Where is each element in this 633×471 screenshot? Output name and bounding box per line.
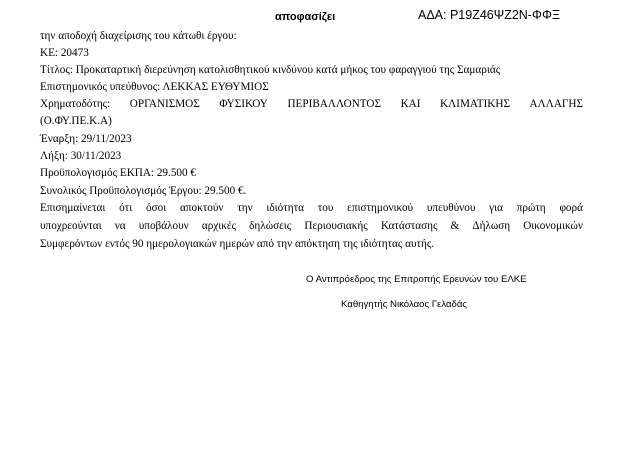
signatory-role: Ο Αντιπρόεδρος της Επιτροπής Ερευνών του ΕΛΚΕ bbox=[306, 274, 527, 285]
notice-line-2 bbox=[40, 219, 583, 233]
notice-word: Περιουσιακής bbox=[304, 220, 368, 232]
notice-word: υπευθύνου bbox=[426, 202, 476, 214]
notice-word: όσοι bbox=[146, 202, 167, 214]
notice-word: του bbox=[317, 202, 334, 214]
funder-word: ΚΑΙ bbox=[400, 98, 421, 110]
funder-word: ΚΛΙΜΑΤΙΚΗΣ bbox=[440, 98, 510, 110]
notice-word: ιδιότητα bbox=[266, 202, 304, 214]
ke-line: ΚΕ: 20473 bbox=[40, 47, 89, 59]
funder-line bbox=[40, 97, 583, 111]
intro-line: την αποδοχή διαχείρισης του κάτωθι έργου: bbox=[40, 30, 237, 42]
ada-code: ΑΔΑ: Ρ19Ζ46ΨΖ2Ν-ΦΦΞ bbox=[418, 8, 561, 22]
notice-word: ότι bbox=[119, 202, 133, 214]
funder-word: ΑΛΛΑΓΗΣ bbox=[529, 98, 583, 110]
notice-word: δηλώσεις bbox=[249, 220, 292, 232]
notice-word: Κατάστασης bbox=[380, 220, 438, 232]
notice-word: υποβάλουν bbox=[138, 220, 189, 232]
funder-word: Χρηματοδότης: bbox=[40, 98, 111, 110]
notice-word: αρχικές bbox=[201, 220, 237, 232]
notice-word: υποχρεούνται bbox=[40, 220, 102, 232]
scientific-lead-line: Επιστημονικός υπεύθυνος: ΛΕΚΚΑΣ ΕΥΘΥΜΙΟΣ bbox=[40, 81, 269, 93]
funder-word: ΠΕΡΙΒΑΛΛΟΝΤΟΣ bbox=[287, 98, 382, 110]
budget-total-line: Συνολικός Προϋπολογισμός Έργου: 29.500 €. bbox=[40, 185, 247, 197]
notice-line-1 bbox=[40, 201, 583, 215]
notice-word: & bbox=[450, 220, 460, 232]
start-date-line: Έναρξη: 29/11/2023 bbox=[40, 133, 132, 145]
notice-line-3: Συμφερόντων εντός 90 ημερολογιακών ημερών από την απόκτηση της ιδιότητας αυτής. bbox=[40, 238, 435, 250]
end-date-line: Λήξη: 30/11/2023 bbox=[40, 150, 122, 162]
notice-word: Δήλωση bbox=[472, 220, 511, 232]
notice-word: την bbox=[237, 202, 253, 214]
funder-continuation: (Ο.ΦΥ.ΠΕ.Κ.Α) bbox=[40, 115, 112, 127]
notice-word: πρώτη bbox=[516, 202, 546, 214]
notice-word: Οικονομικών bbox=[523, 220, 583, 232]
title-line: Τίτλος: Προκαταρτική διερεύνηση κατολισθητικού κινδύνου κατά μήκος του φαραγγιού της Σαμαριάς bbox=[40, 64, 501, 76]
notice-word: Επισημαίνεται bbox=[40, 202, 106, 214]
decision-verb: αποφασίζει bbox=[275, 11, 336, 23]
notice-word: για bbox=[489, 202, 503, 214]
notice-word: να bbox=[114, 220, 126, 232]
funder-word: ΟΡΓΑΝΙΣΜΟΣ bbox=[129, 98, 200, 110]
budget-elke-line: Προϋπολογισμός ΕΚΠΑ: 29.500 € bbox=[40, 167, 196, 179]
notice-word: επιστημονικού bbox=[347, 202, 414, 214]
signatory-name: Καθηγητής Νικόλαος Γελαδάς bbox=[341, 299, 468, 310]
notice-word: αποκτούν bbox=[180, 202, 224, 214]
notice-word: φορά bbox=[559, 202, 583, 214]
funder-word: ΦΥΣΙΚΟΥ bbox=[219, 98, 268, 110]
